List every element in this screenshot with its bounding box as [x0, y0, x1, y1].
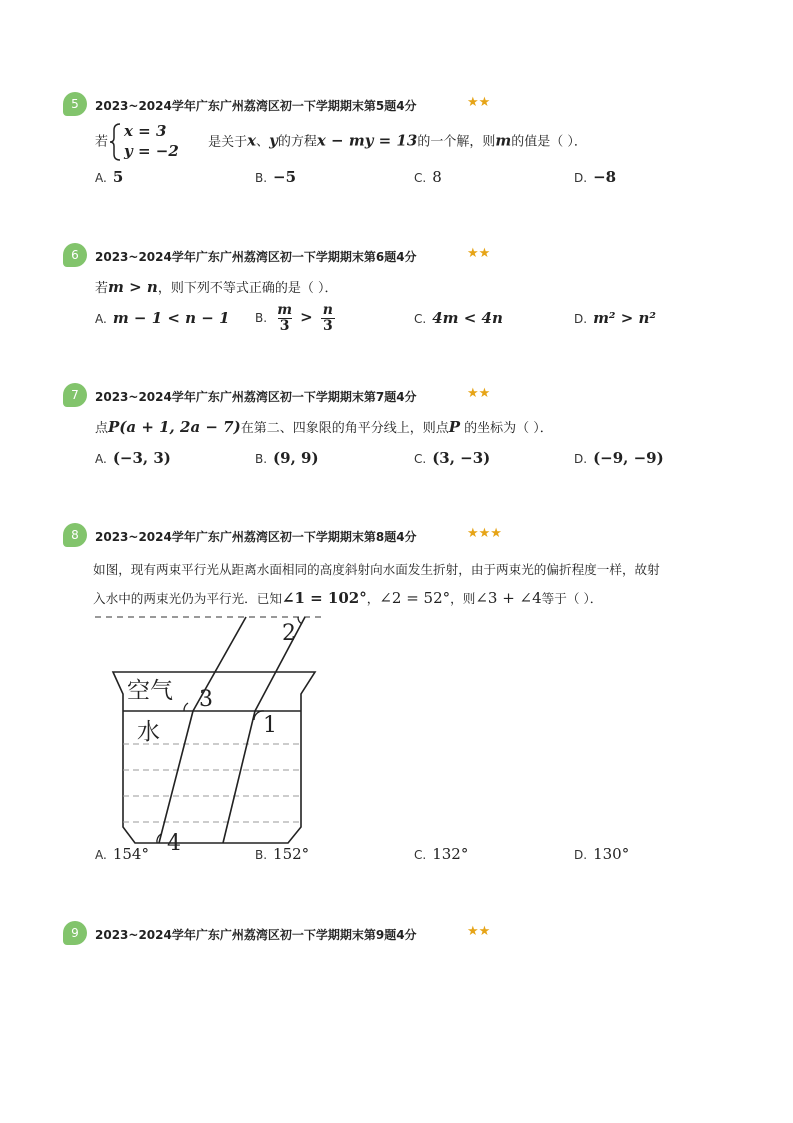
- option-a[interactable]: A. (−3, 3): [95, 449, 171, 467]
- angle-label-2: 2: [282, 621, 296, 646]
- difficulty-stars: ★★: [467, 95, 491, 110]
- fraction: $\frac{n}{3}$: [322, 302, 333, 334]
- option-b[interactable]: B. $\frac{m}{3}$ > $\frac{n}{3}$: [255, 302, 333, 334]
- equation-system: x = 3 y = −2: [108, 122, 194, 162]
- light-ray-right-air: [255, 617, 305, 711]
- question-stem: 点P(a + 1, 2a − 7)在第二、四象限的角平分线上，则点P 的坐标为（ ）．: [95, 418, 553, 436]
- option-c[interactable]: C. 132°: [414, 845, 469, 863]
- light-ray-right-water: [223, 711, 255, 843]
- question-8: [60, 523, 760, 868]
- question-source: 2023~2024学年广东广州荔湾区初一下学期期末第9题4分: [95, 928, 417, 942]
- question-6: [60, 243, 760, 343]
- question-source: 2023~2024学年广东广州荔湾区初一下学期期末第6题4分: [95, 250, 417, 264]
- question-header: [60, 523, 760, 549]
- question-stem: 若m > n，则下列不等式正确的是（ ）．: [95, 278, 338, 296]
- light-ray-left-water: [159, 711, 193, 843]
- fraction: $\frac{m}{3}$: [277, 302, 293, 334]
- option-c[interactable]: C. 8: [414, 168, 442, 186]
- difficulty-stars: ★★★: [467, 526, 502, 541]
- question-stem: 若 x = 3 y = −2 是关于x、y的方程x − my = 13的一个解，则m的值是（ ）．: [95, 122, 587, 160]
- difficulty-stars: ★★: [467, 386, 491, 401]
- option-a[interactable]: A. m − 1 < n − 1: [95, 309, 230, 327]
- air-label: 空气: [127, 678, 173, 704]
- option-b[interactable]: B. 152°: [255, 845, 310, 863]
- angle-label-3: 3: [199, 687, 213, 712]
- options: [95, 845, 755, 869]
- angle-arc-2: [298, 617, 302, 624]
- option-d[interactable]: D. m² > n²: [574, 309, 656, 327]
- angle-label-1: 1: [263, 713, 277, 738]
- refraction-figure: [93, 614, 333, 859]
- option-d[interactable]: D. 130°: [574, 845, 630, 863]
- option-c[interactable]: C. (3, −3): [414, 449, 491, 467]
- question-number-badge: 7: [63, 383, 87, 407]
- question-source: 2023~2024学年广东广州荔湾区初一下学期期末第5题4分: [95, 99, 417, 113]
- angle-arc-3: [184, 703, 188, 711]
- question-stem: 如图，现有两束平行光从距离水面相同的高度斜射向水面发生折射，由于两束光的偏折程度一样，故射 入水中的两束光仍为平行光．已知∠1 = 102°，∠2 = 52°，则∠3 + ∠4等于（ ）．: [93, 562, 660, 607]
- options: [95, 303, 755, 339]
- angle-label-4: 4: [167, 831, 181, 856]
- question-source: 2023~2024学年广东广州荔湾区初一下学期期末第8题4分: [95, 530, 417, 544]
- options: [95, 449, 755, 473]
- option-b[interactable]: B. −5: [255, 168, 297, 186]
- question-number-badge: 8: [63, 523, 87, 547]
- brace-icon: [108, 122, 122, 162]
- water-label: 水: [137, 719, 160, 745]
- option-c[interactable]: C. 4m < 4n: [414, 309, 503, 327]
- difficulty-stars: ★★: [467, 924, 491, 939]
- option-a[interactable]: A. 154°: [95, 845, 149, 863]
- question-header: [60, 243, 760, 269]
- question-source: 2023~2024学年广东广州荔湾区初一下学期期末第7题4分: [95, 390, 417, 404]
- question-7: [60, 383, 760, 473]
- question-number-badge: 9: [63, 921, 87, 945]
- option-b[interactable]: B. (9, 9): [255, 449, 319, 467]
- options: [95, 168, 755, 192]
- option-a[interactable]: A. 5: [95, 168, 124, 186]
- option-d[interactable]: D. −8: [574, 168, 617, 186]
- question-header: [60, 92, 760, 118]
- question-number-badge: 6: [63, 243, 87, 267]
- question-header: [60, 383, 760, 409]
- question-header: [60, 921, 760, 947]
- difficulty-stars: ★★: [467, 246, 491, 261]
- question-9: [60, 921, 760, 951]
- question-5: [60, 92, 760, 192]
- option-d[interactable]: D. (−9, −9): [574, 449, 664, 467]
- question-number-badge: 5: [63, 92, 87, 116]
